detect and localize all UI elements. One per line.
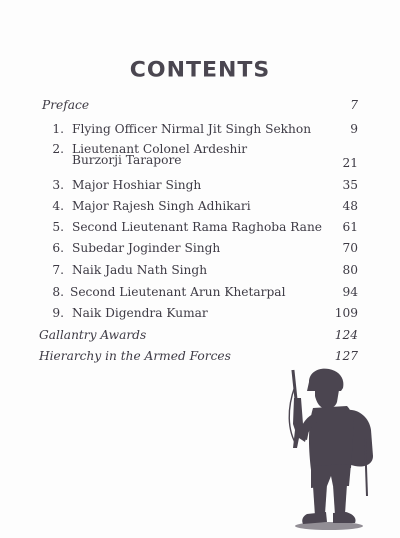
toc-entry-number: 8. xyxy=(52,285,64,299)
toc-entry-label: Subedar Joginder Singh xyxy=(72,241,221,255)
toc-entry-label: Naik Digendra Kumar xyxy=(72,306,208,320)
toc-entry-number: 9. xyxy=(52,306,64,320)
toc-entry-page: 94 xyxy=(342,285,358,299)
toc-entry-number: 5. xyxy=(52,220,64,234)
toc-entry-page: 9 xyxy=(350,122,358,136)
toc-entry-page: 21 xyxy=(342,156,358,170)
toc-entry-number: 2. xyxy=(52,142,64,156)
soldier-silhouette-icon xyxy=(285,368,385,534)
toc-entry-label: Naik Jadu Nath Singh xyxy=(72,263,208,277)
toc-entry-label: Lieutenant Colonel Ardeshir xyxy=(72,142,248,156)
toc-entry-page: 124 xyxy=(334,328,358,342)
toc-entry-label: Second Lieutenant Rama Raghoba Rane xyxy=(72,220,323,234)
toc-entry-page: 35 xyxy=(342,178,358,192)
toc-entry-page: 7 xyxy=(350,98,358,112)
toc-entry-label: Gallantry Awards xyxy=(39,328,147,342)
toc-entry-number: 4. xyxy=(52,199,64,213)
toc-entry-page: 127 xyxy=(334,349,358,363)
toc-entry-label: Hierarchy in the Armed Forces xyxy=(39,349,231,363)
toc-entry-page: 80 xyxy=(342,263,358,277)
toc-entry-number: 1. xyxy=(52,122,64,136)
toc-entry-number: 6. xyxy=(52,241,64,255)
toc-entry-label: Second Lieutenant Arun Khetarpal xyxy=(70,285,286,299)
toc-entry-number: 7. xyxy=(52,263,64,277)
toc-entry-page: 48 xyxy=(342,199,358,213)
toc-entry-label: Major Rajesh Singh Adhikari xyxy=(72,199,251,213)
toc-entry-label: Major Hoshiar Singh xyxy=(72,178,202,192)
toc-entry-number: 3. xyxy=(52,178,64,192)
toc-entry-label: Flying Officer Nirmal Jit Singh Sekhon xyxy=(72,122,312,136)
page-title: CONTENTS xyxy=(129,58,271,83)
toc-entry-page: 61 xyxy=(342,220,358,234)
toc-entry-page: 109 xyxy=(334,306,358,320)
toc-entry-label-continued: Burzorji Tarapore xyxy=(72,153,182,167)
toc-entry-page: 70 xyxy=(342,241,358,255)
toc-entry-label: Preface xyxy=(42,98,90,112)
